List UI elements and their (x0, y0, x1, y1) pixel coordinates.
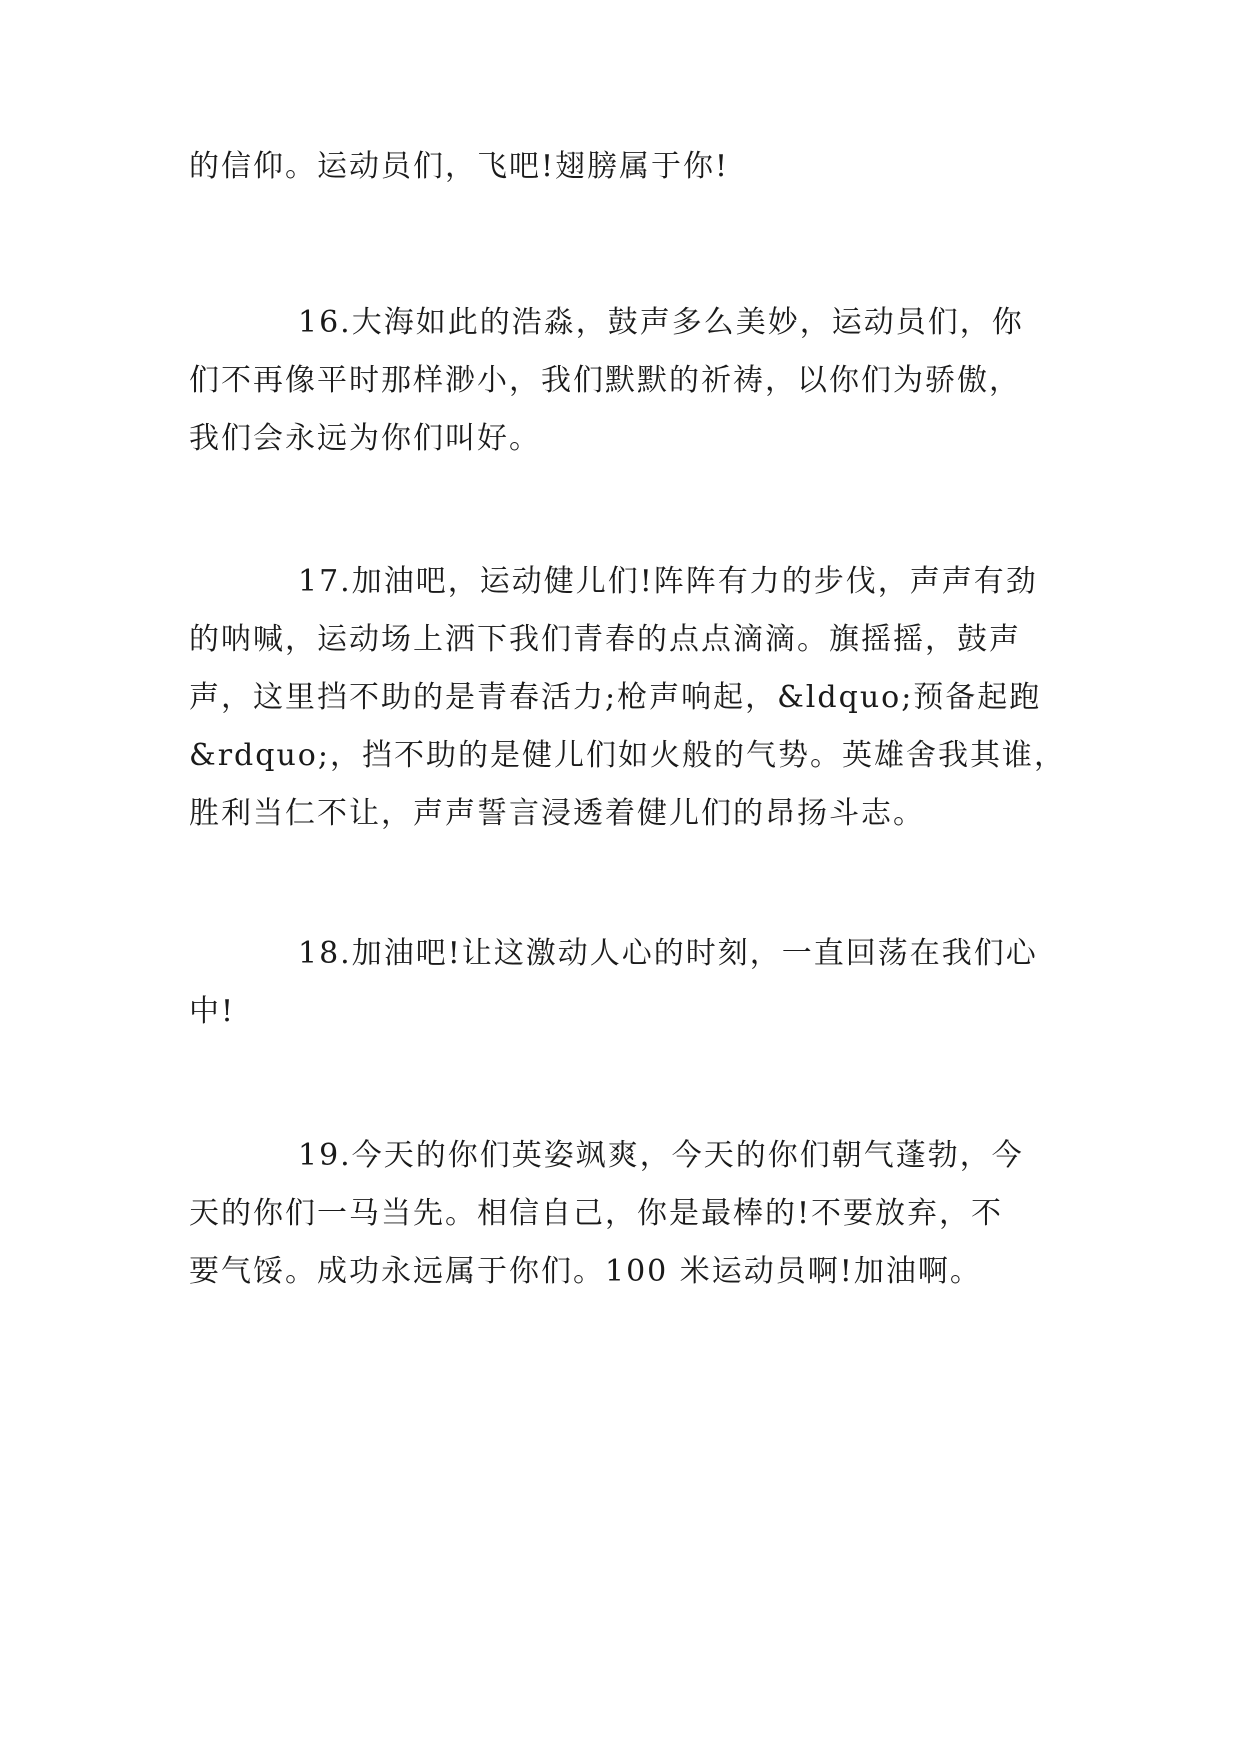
text-line: 声，这里挡不助的是青春活力;枪声响起，&ldquo;预备起跑 (189, 680, 1042, 715)
text-line: 们不再像平时那样渺小，我们默默的祈祷，以你们为骄傲， (189, 363, 1021, 398)
paragraph-17 (189, 553, 1069, 843)
paragraph-19 (189, 1127, 1069, 1301)
text-line: 胜利当仁不让，声声誓言浸透着健儿们的昂扬斗志。 (189, 796, 925, 831)
text-line: 天的你们一马当先。相信自己，你是最棒的!不要放弃，不 (189, 1196, 1004, 1231)
paragraph-15-end (189, 138, 1069, 196)
text-line: 中! (189, 994, 236, 1029)
text-line: 18.加油吧!让这激动人心的时刻，一直回荡在我们心 (298, 936, 1038, 971)
text-line: 16.大海如此的浩淼，鼓声多么美妙，运动员们，你 (298, 305, 1024, 340)
text-line: 19.今天的你们英姿飒爽，今天的你们朝气蓬勃，今 (298, 1138, 1024, 1173)
text-line: 我们会永远为你们叫好。 (189, 421, 541, 456)
text-line: 的呐喊，运动场上洒下我们青春的点点滴滴。旗摇摇，鼓声 (189, 622, 1021, 657)
paragraph-16 (189, 294, 1069, 468)
text-line: 要气馁。成功永远属于你们。100 米运动员啊!加油啊。 (189, 1254, 982, 1289)
text-line: &rdquo;，挡不助的是健儿们如火般的气势。英雄舍我其谁， (189, 738, 1066, 773)
text-line: 的信仰。运动员们，飞吧!翅膀属于你! (189, 149, 730, 184)
text-line: 17.加油吧，运动健儿们!阵阵有力的步伐，声声有劲 (298, 564, 1038, 599)
paragraph-18 (189, 925, 1069, 1041)
